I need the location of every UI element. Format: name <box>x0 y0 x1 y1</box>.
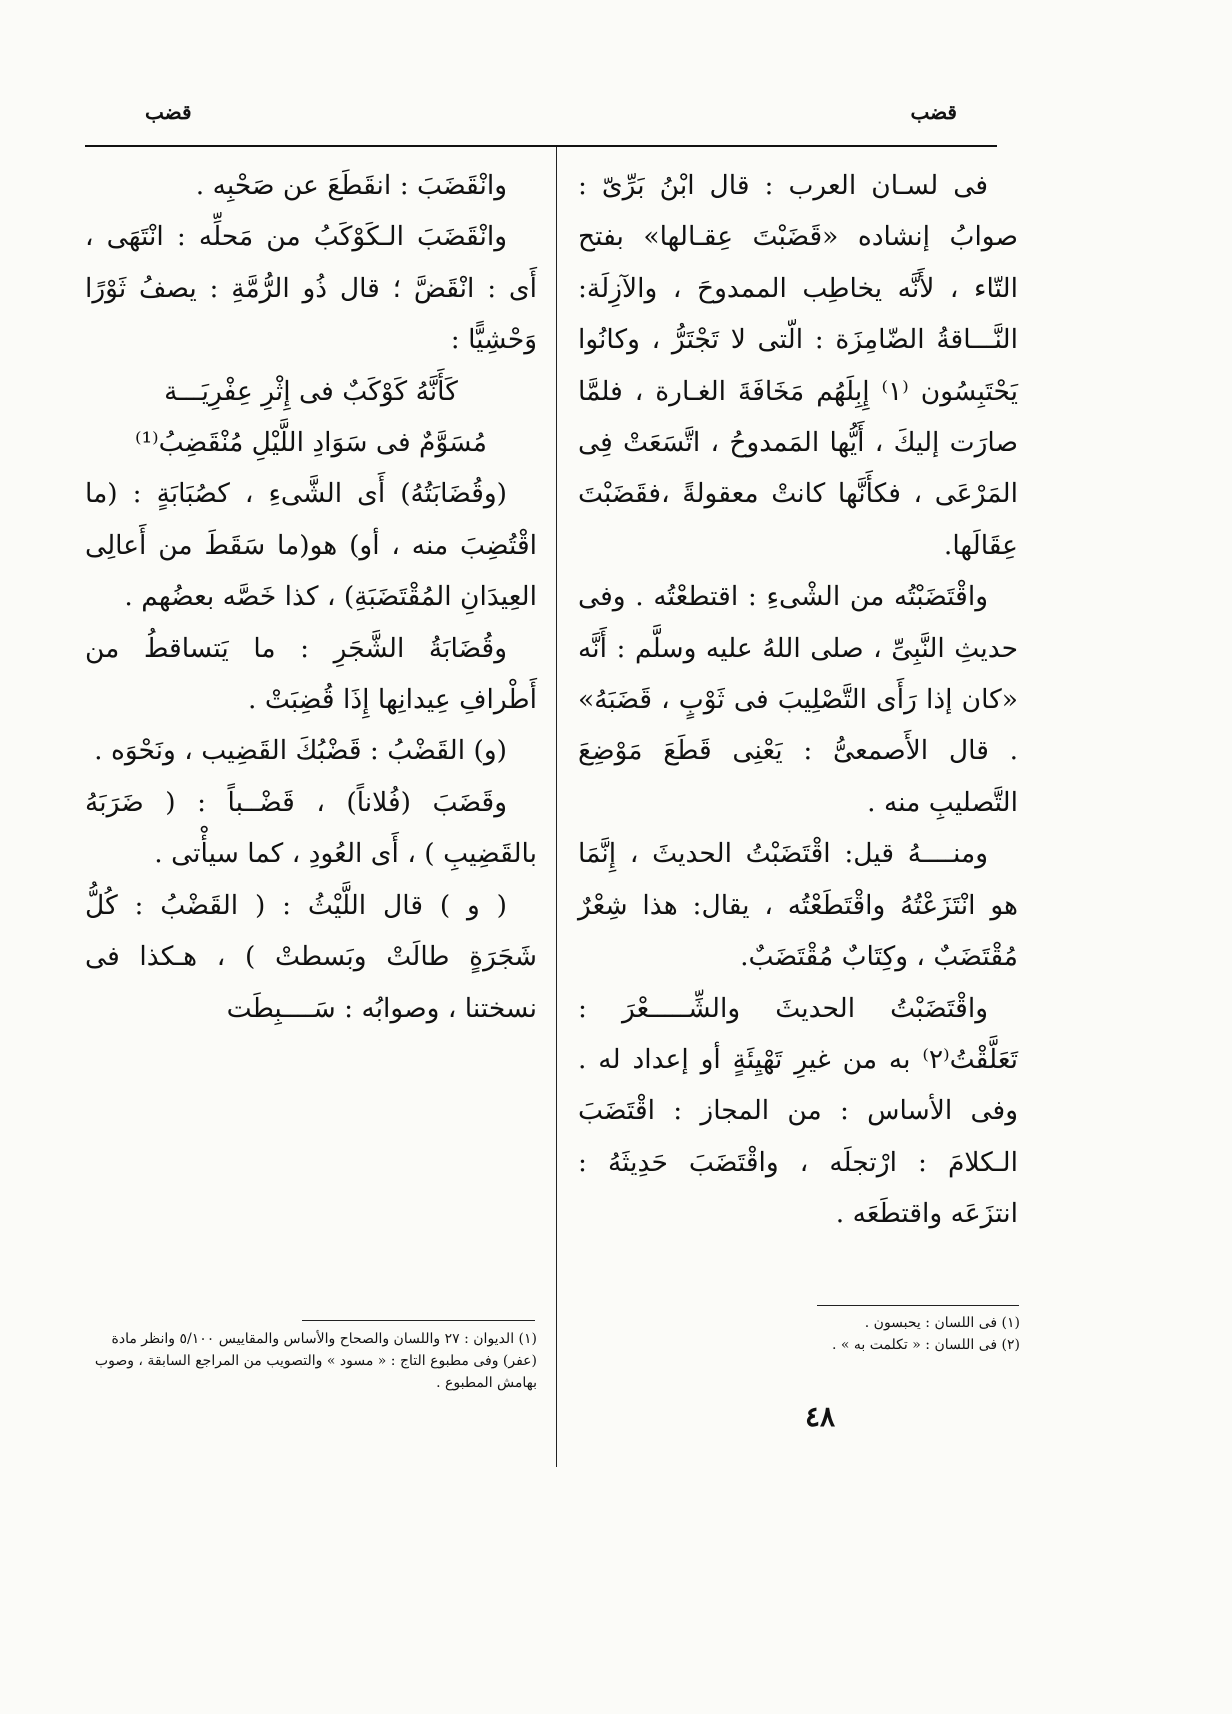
footnote: (١) الديوان : ٢٧ واللسان والصحاح والأساس والمقاييس ٥/١٠٠ وانظر مادة (عفر) وفى مطبوع التاج : « مسود » والتصويب من المراجع السابقة ، وصوب بهامش المطبوع . <box>94 1331 537 1391</box>
footnotes-left <box>85 1328 537 1394</box>
paragraph: وانْقَضَبَ الـكَوْكَبُ من مَحلِّه : انْتَهَى ، أَى : انْقَضَّ ؛ قال ذُو الرُّمَّةِ : يصفُ ثَوْرًا وَحْشِيًّا : <box>85 221 537 356</box>
paragraph: وقُضَابَةُ الشَّجَرِ : ما يَتساقطُ من أَطْرافِ عِيدانِها إِذَا قُضِبَتْ . <box>85 632 537 716</box>
paragraph: ( و ) قال اللَّيْثُ : ( القَضْبُ : كُلُّ شَجَرَةٍ طالَتْ وبَسطتْ ) ، هـكذا فى نسختنا ، وصوابُه : سَــــبِطَت <box>85 889 537 1024</box>
paragraph: وقَضَبَ (فُلاناً) ، قَضْــباً : ( ضَرَبَهُ بالقَضِيبِ ) ، أَى العُودِ ، كما سيأْتى . <box>85 786 537 870</box>
verse-line: كَأَنَّهُ كَوْكَبٌ فى إِثْرِ عِفْرِيَـــة <box>164 375 458 407</box>
header-rule <box>85 145 997 147</box>
running-head-left: قضب <box>145 100 192 124</box>
footnote-rule <box>302 1320 535 1321</box>
column-divider <box>556 147 557 1467</box>
left-column <box>85 160 537 1034</box>
right-column <box>578 160 1018 1240</box>
page-number: ٤٨ <box>804 1400 836 1433</box>
paragraph: (و) القَضْبُ : قَضْبُكَ القَضِيب ، ونَحْوَه . <box>94 735 507 767</box>
paragraph: واقْتَضَبْتُه من الشْىءِ : اقتطعْتُه . وفى حديثِ النَّبِىِّ ، صلى اللهُ عليه وسلَّم : أَنَّه «كان إذا رَأَى التَّصْلِيبَ فى ثَوْبٍ ، قَضَبَهُ» . قال الأَصمعىُّ : يَعْنِى قَطَعَ مَوْضِعَ التَّصليبِ منه . <box>578 581 1018 818</box>
footnote: (١) فى اللسان : يحبسون . <box>864 1315 1020 1331</box>
footnote-rule <box>817 1305 1019 1306</box>
running-head-right: قضب <box>910 100 957 124</box>
footnote: (٢) فى اللسان : « تكلمت به » . <box>831 1337 1020 1353</box>
paragraph: فى لسـان العرب : قال ابْنُ بَرِّىّ : صوابُ إنشاده «قَضَبْتَ عِقـالها» بفتح التّاء ، لأَنَّه يخاطِب الممدوحَ ، والآزِلَة: النَّـــاقةُ الضّامِزَة : الّتى لا تَجْتَرُّ ، وكانُوا يَحْتَبِسُون ⁽١⁾ إِبِلَهُم مَخَافَةَ الغـارة ، فلمَّا صارَت إليكَ ، أَيُّها المَمدوحُ ، اتَّسَعَتْ فِى المَرْعَى ، فكأَنَّها كانتْ معقولةً ،فقَضَبْتَ عِقَالَها. <box>578 170 1018 561</box>
footnotes-right <box>820 1312 1020 1356</box>
verse-line: مُسَوَّمٌ فى سَوَادِ اللَّيْلِ مُنْقَضِبُ⁽¹⁾ <box>135 427 487 459</box>
paragraph: وانْقَضَبَ : انقَطَعَ عن صَحْبِه . <box>195 170 507 201</box>
paragraph: واقْتَضَبْتُ الحديثَ والشِّـــــعْرَ : تَعَلَّقْتُ⁽٢⁾ به من غيرِ تَهْيِئَةٍ أو إعداد له . وفى الأساس : من المجاز : اقْتَضَبَ الـكلامَ : ارْتجلَه ، واقْتَضَبَ حَدِيثَهُ : انتزَعَه واقتطَعَه . <box>578 992 1018 1230</box>
paragraph: ومنــــهُ قيل: اقْتَضَبْتُ الحديثَ ، إِنَّمَا هو انْتَزَعْتُهُ واقْتَطَعْتُه ، يقال: هذا شِعْرٌ مُقْتَضَبٌ ، وكِتَابٌ مُقْتَضَبٌ. <box>578 838 1018 973</box>
paragraph: (وقُضَابَتُهُ) أَى الشَّىءِ ، كصُبَابَةٍ : (ما اقْتُضِبَ منه ، أو) هو(ما سَقَطَ من أَعالِى العِيدَانِ المُقْتَضَبَةِ) ، كذا خَصَّه بعضُهم . <box>85 478 537 613</box>
